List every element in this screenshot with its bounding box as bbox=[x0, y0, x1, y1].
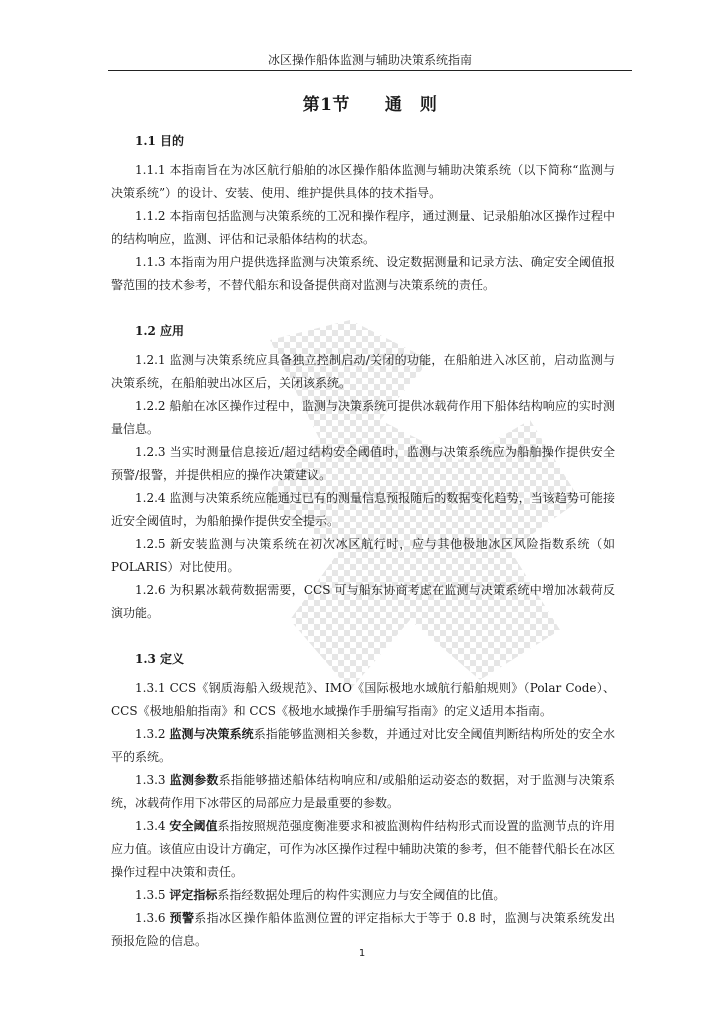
document-body bbox=[111, 130, 615, 953]
header-rule bbox=[108, 70, 632, 71]
paragraph: 1.1.1 本指南旨在为冰区航行船舶的冰区操作船体监测与辅助决策系统（以下简称“监测与决策系统”）的设计、安装、使用、维护提供具体的技术指导。 bbox=[111, 163, 615, 200]
definition-text: 系指能够描述船体结构响应和/或船舶运动姿态的数据，对于监测与决策系统，冰载荷作用下冰带区的局部应力是最重要的参数。 bbox=[111, 773, 615, 810]
definition-term: 安全阈值 bbox=[169, 819, 218, 833]
section-name: 通 则 bbox=[384, 95, 438, 115]
section-number: 第1节 bbox=[302, 95, 350, 115]
definition-number: 1.3.2 bbox=[135, 727, 166, 741]
heading-definitions: 1.3 定义 bbox=[135, 652, 185, 666]
paragraph: 1.2.2 船舶在冰区操作过程中，监测与决策系统可提供冰载荷作用下船体结构响应的实时测量信息。 bbox=[111, 399, 615, 436]
definition-paragraph bbox=[111, 723, 615, 769]
definition-term: 监测参数 bbox=[169, 773, 219, 787]
definition-paragraph bbox=[111, 677, 615, 723]
definition-term: 预警 bbox=[169, 911, 195, 925]
paragraph: 1.2.4 监测与决策系统应能通过已有的测量信息预报随后的数据变化趋势，当该趋势可能接近安全阈值时，为船舶操作提供安全提示。 bbox=[111, 491, 615, 528]
heading-purpose: 1.1 目的 bbox=[135, 134, 185, 148]
paragraph: 1.1.2 本指南包括监测与决策系统的工况和操作程序，通过测量、记录船舶冰区操作过程中的结构响应，监测、评估和记录船体结构的状态。 bbox=[111, 209, 615, 246]
definition-number: 1.3.5 bbox=[135, 888, 166, 902]
definition-paragraph bbox=[111, 907, 615, 953]
page-header: 冰区操作船体监测与辅助决策系统指南 bbox=[267, 53, 472, 67]
definition-text: 系指能够监测相关参数，并通过对比安全阈值判断结构所处的安全水平的系统。 bbox=[111, 727, 615, 764]
definition-paragraph bbox=[111, 884, 615, 907]
page-number: 1 bbox=[358, 948, 366, 959]
definition-paragraph bbox=[111, 769, 615, 815]
definition-number: 1.3.3 bbox=[135, 773, 166, 787]
definition-term: 监测与决策系统 bbox=[169, 727, 254, 741]
paragraph: 1.2.5 新安装监测与决策系统在初次冰区航行时，应与其他极地冰区风险指数系统（如POLARIS）对比使用。 bbox=[111, 537, 615, 574]
definition-text: 系指冰区操作船体监测位置的评定指标大于等于 0.8 时，监测与决策系统发出预报危险的信息。 bbox=[111, 911, 615, 948]
section-title bbox=[110, 92, 630, 118]
paragraph: 1.2.3 当实时测量信息接近/超过结构安全阈值时，监测与决策系统应为船舶操作提供安全预警/报警，并提供相应的操作决策建议。 bbox=[111, 445, 615, 482]
definition-text: CCS《钢质海船入级规范》、IMO《国际极地水域航行船舶规则》（Polar Code）、CCS《极地船舶指南》和 CCS《极地水域操作手册编写指南》的定义适用本指南。 bbox=[111, 681, 615, 718]
definition-term: 评定指标 bbox=[169, 888, 218, 902]
definition-number: 1.3.1 bbox=[135, 681, 166, 695]
definition-number: 1.3.4 bbox=[135, 819, 166, 833]
paragraph: 1.2.1 监测与决策系统应具备独立控制启动/关闭的功能，在船舶进入冰区前，启动监测与决策系统，在船舶驶出冰区后，关闭该系统。 bbox=[111, 353, 615, 390]
definition-text: 系指经数据处理后的构件实测应力与安全阈值的比值。 bbox=[217, 888, 506, 902]
paragraph: 1.2.6 为积累冰载荷数据需要，CCS 可与船东协商考虑在监测与决策系统中增加冰载荷反演功能。 bbox=[111, 583, 615, 620]
definition-paragraph bbox=[111, 815, 615, 884]
definition-text: 系指按照规范强度衡准要求和被监测构件结构形式而设置的监测节点的许用应力值。该值应由设计方确定，可作为冰区操作过程中辅助决策的参考，但不能替代船长在冰区操作过程中决策和责任。 bbox=[111, 819, 616, 879]
paragraph: 1.1.3 本指南为用户提供选择监测与决策系统、设定数据测量和记录方法、确定安全阈值报警范围的技术参考，不替代船东和设备提供商对监测与决策系统的责任。 bbox=[111, 255, 615, 292]
heading-application: 1.2 应用 bbox=[135, 324, 185, 338]
definition-number: 1.3.6 bbox=[135, 911, 166, 925]
